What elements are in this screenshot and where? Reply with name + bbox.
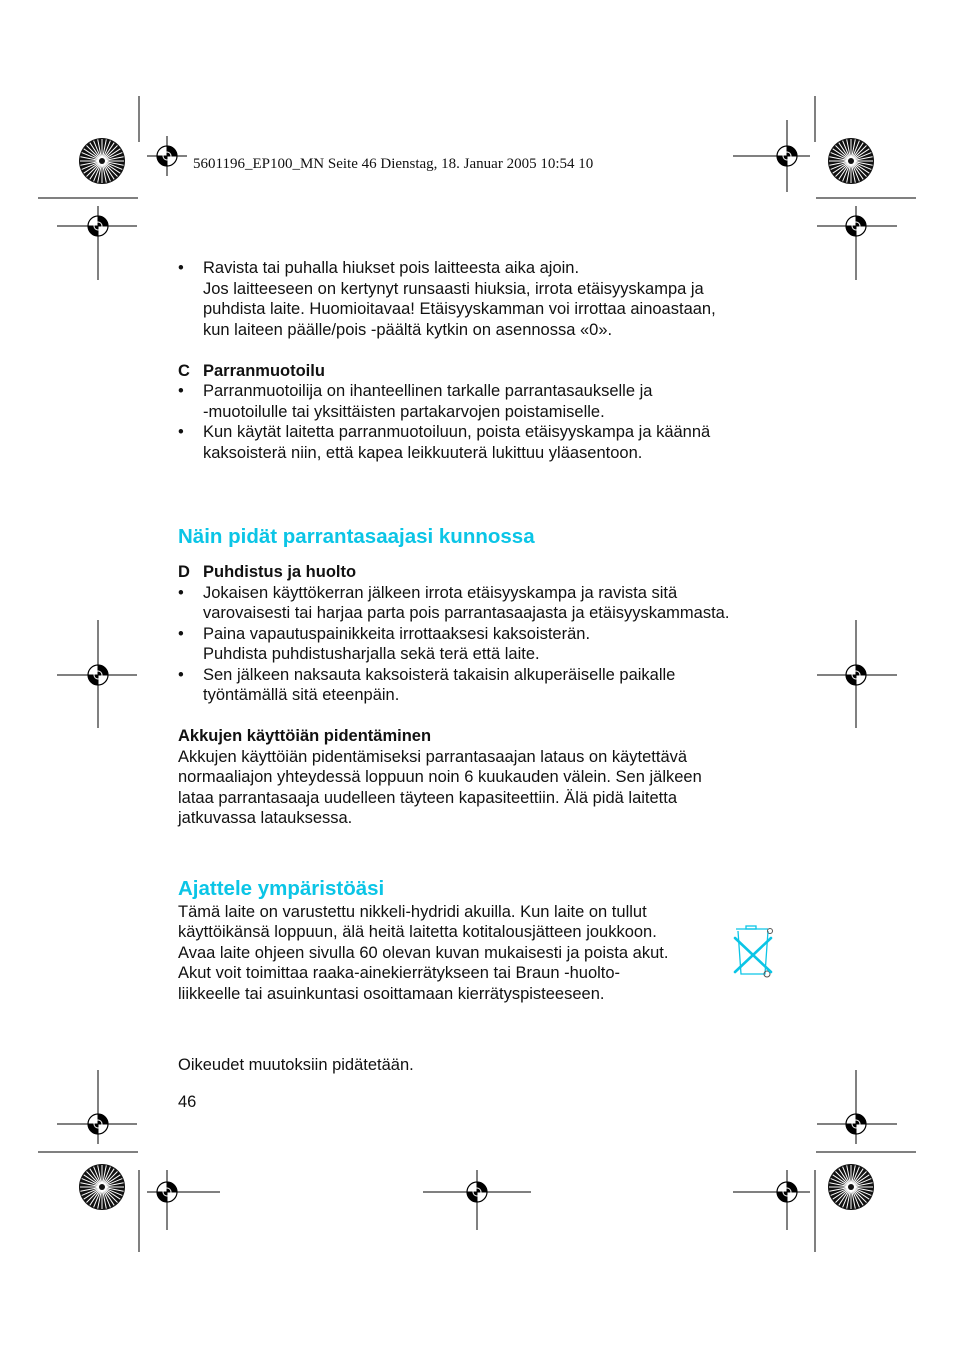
bullet: •	[178, 382, 184, 400]
list-item	[178, 422, 788, 463]
list-item	[178, 665, 788, 706]
list-item	[178, 624, 788, 665]
bullet: •	[178, 583, 184, 602]
intro-bullet-text: Ravista tai puhalla hiukset pois laitteesta aika ajoin. Jos laitteeseen on kertynyt runsaasti hiuksia, irrota etäisyyskampa ja puhdista laite. Huomioitavaa! Etäisyyskamman voi irrottaa ainoastaan, kun laiteen päälle/pois -päältä kytkin on asennossa «0».	[203, 259, 716, 339]
battery-title: Akkujen käyttöiän pidentäminen	[178, 727, 432, 745]
section-heading-environment: Ajattele ympäristöäsi	[178, 876, 385, 900]
list-item-text: Sen jälkeen naksauta kaksoisterä takaisin alkuperäiselle paikalle työntämällä sitä eteenpäin.	[203, 665, 676, 704]
bullet: •	[178, 624, 184, 643]
environment-text: Tämä laite on varustettu nikkeli-hydridi akuilla. Kun laite on tullut käyttöikänsä loppuun, älä heitä laitetta kotitalousjätteen joukkoon. Avaa laite ohjeen sivulla 60 olevan kuvan mukaisesti ja poista akut. Akut voit toimittaa raaka-ainekierrätykseen tai Braun -huolto- liikkeelle tai asuinkuntasi osoittamaan kierrätyspisteeseen.	[178, 902, 669, 1003]
list-item	[178, 583, 788, 624]
page-content	[178, 258, 788, 1112]
list-item-text: Paina vapautuspainikkeita irrottaaksesi kaksoisterän. Puhdista puhdistusharjalla sekä terä että laite.	[203, 624, 591, 663]
section-letter: D	[178, 563, 190, 581]
bullet: •	[178, 259, 184, 277]
section-letter: C	[178, 361, 190, 380]
bullet: •	[178, 665, 184, 684]
list-item-text: Kun käytät laitetta parranmuotoiluun, poista etäisyyskampa ja käännä kaksoisterä niin, että kapea leikkuuterä lukittuu yläasentoon.	[203, 423, 711, 462]
section-d-heading	[178, 562, 788, 583]
section-title: Puhdistus ja huolto	[203, 563, 357, 581]
crossed-bin-icon	[732, 924, 776, 980]
list-item-text: Parranmuotoilija on ihanteellinen tarkalle parrantasaukselle ja -muotoilulle tai yksittäisten partakarvojen poistamiselle.	[203, 382, 653, 421]
bullet: •	[178, 423, 184, 441]
page-number: 46	[178, 1092, 197, 1111]
section-c-heading	[178, 361, 788, 382]
intro-bullet	[178, 258, 788, 340]
battery-text: Akkujen käyttöiän pidentämiseksi parrantasaajan lataus on käytettävä normaaliajon yhteydessä loppuun noin 6 kuukauden välein. Sen jälkeen lataa parrantasaaja uudelleen täyteen kapasiteettiin. Älä pidä laitetta jatkuvassa latauksessa.	[178, 747, 702, 827]
list-item	[178, 381, 788, 422]
list-item-text: Jokaisen käyttökerran jälkeen irrota etäisyyskampa ja ravista sitä varovaisesti tai harjaa parta pois parrantasaajasta ja etäisyyskammasta.	[203, 583, 730, 622]
section-title: Parranmuotoilu	[203, 361, 325, 380]
print-slug: 5601196_EP100_MN Seite 46 Dienstag, 18. Januar 2005 10:54 10	[193, 156, 594, 172]
rights-notice: Oikeudet muutoksiin pidätetään.	[178, 1056, 414, 1074]
section-heading-care: Näin pidät parrantasaajasi kunnossa	[178, 525, 535, 548]
